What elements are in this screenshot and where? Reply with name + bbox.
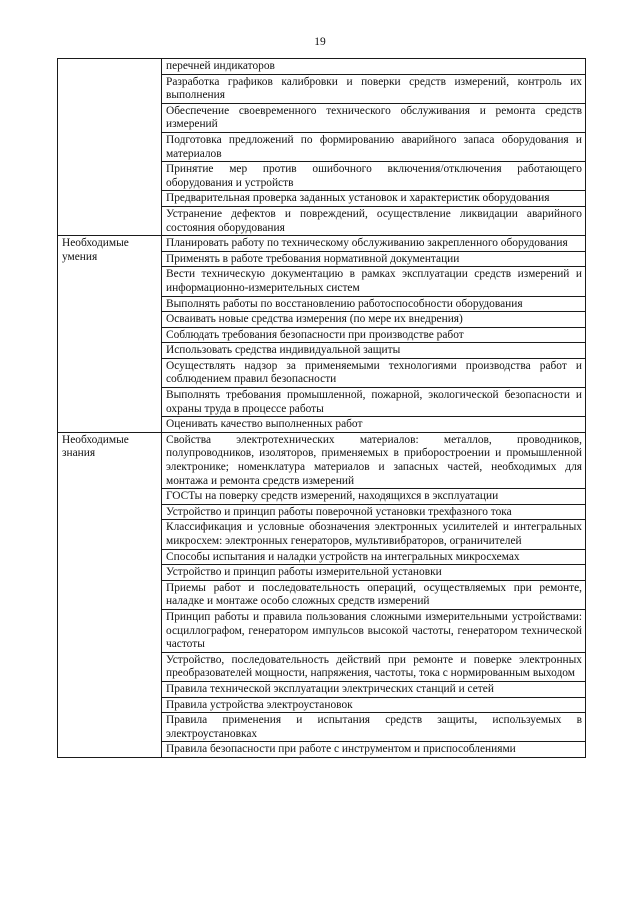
requirement-item: Выполнять требования промышленной, пожарной, экологической безопасности и охраны труда в процессе работы <box>162 388 586 417</box>
requirement-item: Свойства электротехнических материалов: металлов, проводников, полупроводников, изоляторов, применяемых в приборостроении и промышленной электронике; номенклатура материалов и запасных частей, необходимых для монтажа и ремонта средств измерений <box>162 432 586 488</box>
requirement-item: ГОСТы на поверку средств измерений, находящихся в эксплуатации <box>162 489 586 505</box>
requirement-item: Устройство, последовательность действий при ремонте и поверке электронных преобразователей мощности, напряжения, частоты, тока с нормированным выходом <box>162 652 586 681</box>
section-label: Необходимые умения <box>58 236 162 433</box>
table-row <box>58 432 586 488</box>
requirement-item: Разработка графиков калибровки и поверки средств измерений, контроль их выполнения <box>162 74 586 103</box>
requirements-table <box>57 58 586 758</box>
requirement-item: Правила устройства электроустановок <box>162 697 586 713</box>
requirement-item: Оценивать качество выполненных работ <box>162 417 586 433</box>
requirement-item: Выполнять работы по восстановлению работоспособности оборудования <box>162 296 586 312</box>
requirement-item: Устранение дефектов и повреждений, осуществление ликвидации аварийного состояния оборудования <box>162 206 586 235</box>
requirement-item: Принцип работы и правила пользования сложными измерительными устройствами: осциллографом, генератором импульсов высокой частоты, генератором технической частоты <box>162 609 586 652</box>
requirement-item: Вести техническую документацию в рамках эксплуатации средств измерений и информационно-измерительных систем <box>162 267 586 296</box>
requirement-item: Обеспечение своевременного технического обслуживания и ремонта средств измерений <box>162 103 586 132</box>
requirement-item: Применять в работе требования нормативной документации <box>162 251 586 267</box>
requirement-item: Способы испытания и наладки устройств на интегральных микросхемах <box>162 549 586 565</box>
page-number: 19 <box>314 36 326 48</box>
requirement-item: Планировать работу по техническому обслуживанию закрепленного оборудования <box>162 236 586 252</box>
requirement-item: Приемы работ и последовательность операций, осуществляемых при ремонте, наладке и монтаже особо сложных средств измерений <box>162 580 586 609</box>
requirement-item: Правила безопасности при работе с инструментом и приспособлениями <box>162 742 586 758</box>
requirement-item: Устройство и принцип работы поверочной установки трехфазного тока <box>162 504 586 520</box>
requirement-item: Устройство и принцип работы измерительной установки <box>162 565 586 581</box>
requirement-item: Предварительная проверка заданных установок и характеристик оборудования <box>162 191 586 207</box>
requirement-item: Правила технической эксплуатации электрических станций и сетей <box>162 681 586 697</box>
table-body <box>58 59 586 758</box>
requirement-item: Соблюдать требования безопасности при производстве работ <box>162 327 586 343</box>
section-label: Необходимые знания <box>58 432 162 757</box>
requirement-item: Классификация и условные обозначения электронных усилителей и интегральных микросхем: электронных генераторов, мультивибраторов, ограничителей <box>162 520 586 549</box>
requirement-item: Осуществлять надзор за применяемыми технологиями производства работ и соблюдением правил безопасности <box>162 358 586 387</box>
section-label <box>58 59 162 236</box>
requirement-item: Осваивать новые средства измерения (по мере их внедрения) <box>162 312 586 328</box>
requirement-item: Использовать средства индивидуальной защиты <box>162 343 586 359</box>
requirement-item: Правила применения и испытания средств защиты, используемых в электроустановках <box>162 713 586 742</box>
requirement-item: Подготовка предложений по формированию аварийного запаса оборудования и материалов <box>162 132 586 161</box>
table-row <box>58 236 586 252</box>
requirement-item: Принятие мер против ошибочного включения/отключения работающего оборудования и устройств <box>162 162 586 191</box>
requirement-item: перечней индикаторов <box>162 59 586 75</box>
table-row <box>58 59 586 75</box>
